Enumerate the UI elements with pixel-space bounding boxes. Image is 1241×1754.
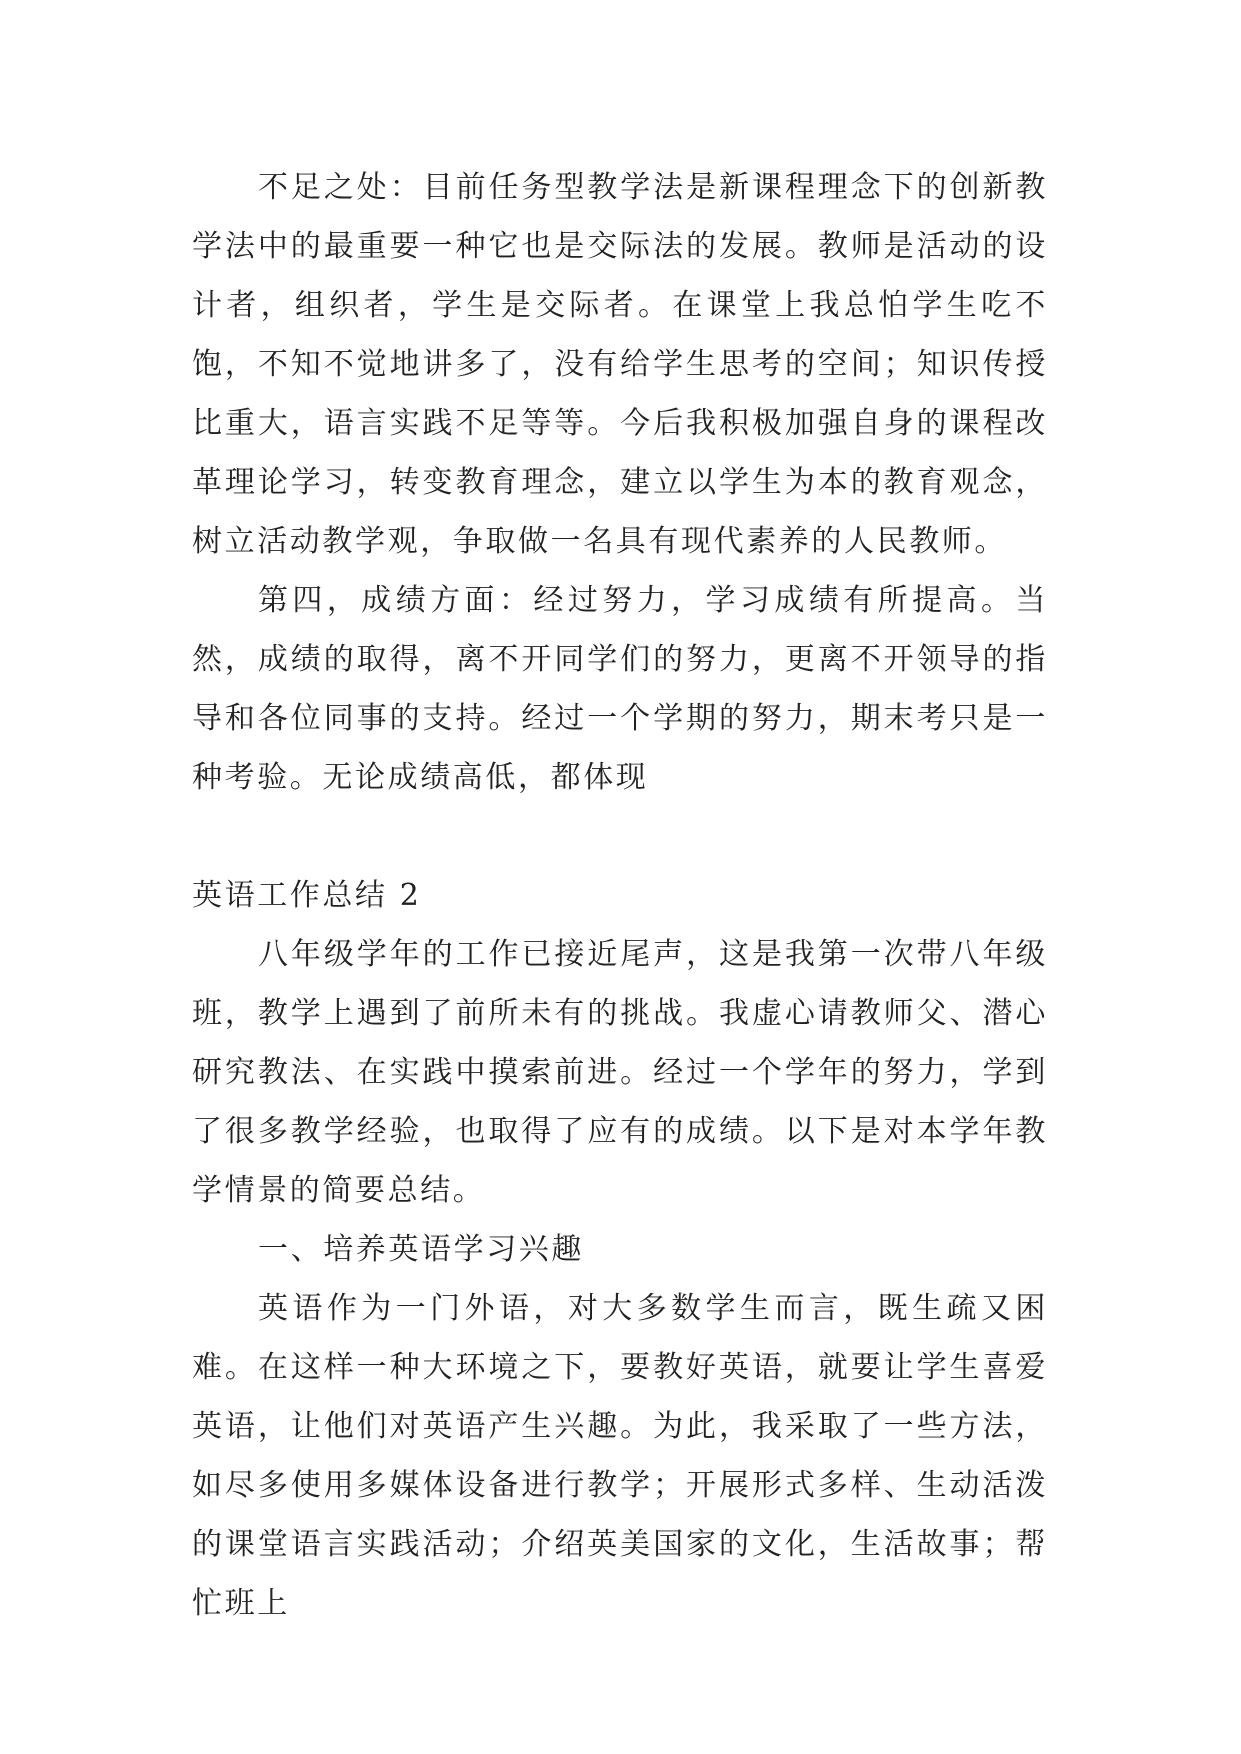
paragraph-shortcomings: 不足之处：目前任务型教学法是新课程理念下的创新教学法中的最重要一种它也是交际法的发展。教师是活动的设计者，组织者，学生是交际者。在课堂上我总怕学生吃不饱，不知不觉地讲多了，没有给学生思考的空间；知识传授比重大，语言实践不足等等。今后我积极加强自身的课程改革理论学习，转变教育理念，建立以学生为本的教育观念，树立活动教学观，争取做一名具有现代素养的人民教师。: [192, 170, 1048, 559]
document-body: [192, 158, 1048, 1633]
paragraph-intro: 八年级学年的工作已接近尾声，这是我第一次带八年级班，教学上遇到了前所未有的挑战。我虚心请教师父、潜心研究教法、在实践中摸索前进。经过一个学年的努力，学到了很多教学经验，也取得了应有的成绩。以下是对本学年教学情景的简要总结。: [192, 937, 1048, 1208]
section-title: 英语工作总结 2: [192, 878, 422, 913]
subheading-interest: 一、培养英语学习兴趣: [258, 1232, 584, 1267]
paragraph-results: 第四，成绩方面：经过努力，学习成绩有所提高。当然，成绩的取得，离不开同学们的努力，更离不开领导的指导和各位同事的支持。经过一个学期的努力，期末考只是一种考验。无论成绩高低，都体现: [192, 583, 1048, 795]
paragraph-interest: 英语作为一门外语，对大多数学生而言，既生疏又困难。在这样一种大环境之下，要教好英语，就要让学生喜爱英语，让他们对英语产生兴趣。为此，我采取了一些方法，如尽多使用多媒体设备进行教学；开展形式多样、生动活泼的课堂语言实践活动；介绍英美国家的文化，生活故事；帮忙班上: [192, 1291, 1048, 1621]
